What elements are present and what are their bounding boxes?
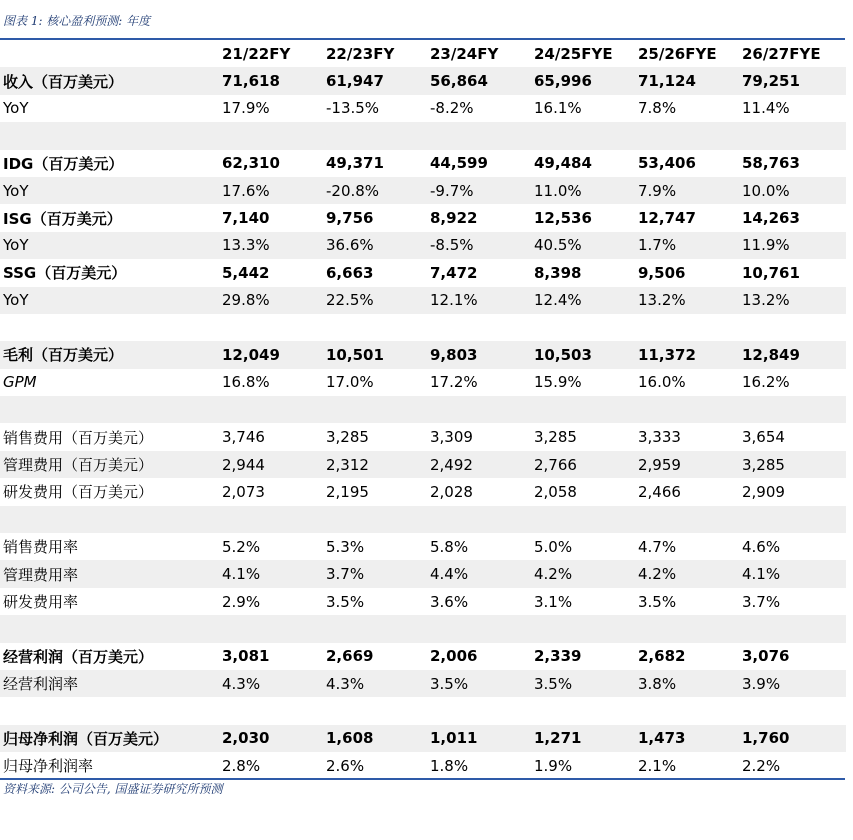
table-cell (742, 122, 846, 149)
table-cell: -13.5% (326, 99, 380, 118)
table-cell: 7,140 (222, 209, 270, 228)
table-cell: 61,947 (326, 67, 430, 94)
row-label: 归母净利润（百万美元） (0, 725, 222, 752)
table-cell (430, 122, 534, 149)
table-cell (534, 396, 638, 423)
table-row (0, 725, 846, 752)
row-label: 管理费用（百万美元） (0, 451, 222, 478)
table-cell (534, 697, 638, 724)
table-cell: 3,076 (742, 647, 790, 666)
table-cell: 2.6% (326, 756, 365, 775)
table-cell: 7,472 (430, 263, 478, 282)
table-cell: 12,049 (222, 341, 326, 368)
table-cell: 3,333 (638, 428, 681, 447)
table-cell: 3.5% (638, 592, 677, 611)
table-cell (430, 697, 534, 724)
table-cell: 3,081 (222, 647, 270, 666)
table-row (0, 423, 846, 450)
table-cell: 65,996 (534, 67, 638, 94)
table-cell: 2.2% (742, 756, 781, 775)
table-cell: 2,030 (222, 725, 326, 752)
table-cell: 3.5% (430, 670, 534, 697)
table-cell: 3,746 (222, 428, 265, 447)
table-cell (430, 506, 534, 533)
table-cell: 2,669 (326, 647, 374, 666)
table-cell (638, 122, 742, 149)
table-row (0, 615, 846, 642)
table-cell: 2,492 (430, 451, 534, 478)
table-cell: 79,251 (742, 67, 846, 94)
table-cell (638, 697, 742, 724)
row-label: 归母净利润率 (3, 757, 94, 776)
table-cell: 2,195 (326, 482, 369, 501)
table-cell: 12.1% (430, 287, 534, 314)
table-cell: 8,398 (534, 263, 582, 282)
table-cell: 53,406 (638, 154, 696, 173)
row-label: 销售费用（百万美元） (3, 428, 154, 447)
table-cell: 17.2% (430, 373, 478, 392)
table-cell (534, 314, 638, 341)
table-cell: 1.8% (430, 756, 469, 775)
table-cell: 2.8% (222, 756, 261, 775)
table-cell: 44,599 (430, 154, 488, 173)
table-cell: 5.3% (326, 537, 365, 556)
table-cell (222, 314, 326, 341)
table-cell: 11,372 (638, 341, 742, 368)
table-cell: 2.1% (638, 756, 677, 775)
table-cell (430, 615, 534, 642)
column-header: 24/25FYE (534, 44, 613, 63)
table-cell: 13.3% (222, 232, 326, 259)
table-cell: -8.5% (430, 232, 534, 259)
table-row (0, 95, 846, 122)
table-cell: 3,285 (534, 428, 577, 447)
table-cell (430, 314, 534, 341)
table-cell: 16.1% (534, 99, 582, 118)
figure-title: 图表 1: 核心盈利预测: 年度 (3, 14, 151, 28)
table-cell: 14,263 (742, 209, 800, 228)
table-cell: 4.1% (742, 560, 846, 587)
table-cell: 5.8% (430, 537, 469, 556)
table-cell: 1,011 (430, 725, 534, 752)
table-row (0, 67, 846, 94)
table-cell (534, 122, 638, 149)
table-cell: 16.0% (638, 373, 686, 392)
table-cell (638, 506, 742, 533)
table-row (0, 204, 846, 231)
table-cell (326, 615, 430, 642)
table-cell: 49,371 (326, 154, 384, 173)
row-label (0, 615, 222, 642)
table-row (0, 506, 846, 533)
table-cell: 1.9% (534, 756, 573, 775)
table-cell: 2,682 (638, 647, 686, 666)
column-header: 22/23FY (326, 44, 395, 63)
table-cell: 9,756 (326, 209, 374, 228)
table-cell: 22.5% (326, 287, 430, 314)
table-cell: 12.4% (534, 287, 638, 314)
table-cell: 1.7% (638, 232, 742, 259)
table-cell: 71,618 (222, 67, 326, 94)
table-cell: 1,271 (534, 725, 638, 752)
table-cell: 56,864 (430, 67, 534, 94)
table-cell: 1,760 (742, 725, 846, 752)
row-label: 收入（百万美元） (0, 67, 222, 94)
table-cell: 2,312 (326, 451, 430, 478)
table-row (0, 314, 846, 341)
table-cell: 5.0% (534, 537, 573, 556)
table-cell: 13.2% (638, 287, 742, 314)
table-cell: 3.7% (742, 592, 781, 611)
header-corner (0, 40, 222, 67)
row-label: SSG（百万美元） (3, 264, 127, 283)
column-header: 23/24FY (430, 44, 499, 63)
table-cell: 10,501 (326, 341, 430, 368)
table-cell: 1,473 (638, 725, 742, 752)
row-label (0, 506, 222, 533)
table-cell: -20.8% (326, 177, 430, 204)
table-row (0, 287, 846, 314)
table-cell: 1,608 (326, 725, 430, 752)
table-cell: 9,803 (430, 341, 534, 368)
table-cell: 10,761 (742, 263, 800, 282)
row-label: YoY (3, 99, 29, 118)
table-row (0, 643, 846, 670)
table-cell (742, 697, 846, 724)
table-cell: 2,006 (430, 647, 478, 666)
table-cell: 2,466 (638, 482, 681, 501)
table-row (0, 697, 846, 724)
table-cell: 15.9% (534, 373, 582, 392)
table-cell: 3.6% (430, 592, 469, 611)
row-label: YoY (0, 287, 222, 314)
row-label: GPM (3, 373, 37, 392)
source-note: 资料来源: 公司公告, 国盛证券研究所预测 (3, 782, 223, 796)
table-cell: -9.7% (430, 177, 534, 204)
table-row (0, 341, 846, 368)
table-cell: 10,503 (534, 341, 638, 368)
table-cell: 17.9% (222, 99, 270, 118)
table-row (0, 560, 846, 587)
table-cell: 17.6% (222, 177, 326, 204)
table-cell: 2,028 (430, 482, 473, 501)
table-cell: 3,654 (742, 428, 785, 447)
table-cell: 4.4% (430, 560, 534, 587)
row-label: 研发费用（百万美元） (3, 483, 154, 502)
table-cell (638, 615, 742, 642)
table-cell: 5.2% (222, 537, 261, 556)
table-cell: 58,763 (742, 154, 800, 173)
forecast-table (0, 40, 846, 780)
column-header: 25/26FYE (638, 44, 717, 63)
table-row (0, 478, 846, 505)
table-row (0, 150, 846, 177)
table-cell: 29.8% (222, 287, 326, 314)
table-cell: 4.1% (222, 560, 326, 587)
table-cell: 62,310 (222, 154, 280, 173)
table-cell: -8.2% (430, 99, 474, 118)
column-header: 21/22FY (222, 44, 291, 63)
table-cell: 7.9% (638, 177, 742, 204)
table-cell: 71,124 (638, 67, 742, 94)
table-cell: 3.1% (534, 592, 573, 611)
row-label: ISG（百万美元） (3, 209, 122, 228)
table-cell: 11.9% (742, 232, 846, 259)
table-cell: 16.8% (222, 373, 270, 392)
table-row (0, 177, 846, 204)
table-body (0, 40, 846, 780)
row-label: YoY (0, 232, 222, 259)
table-cell: 2,339 (534, 647, 582, 666)
table-cell: 3.7% (326, 560, 430, 587)
table-cell: 49,484 (534, 154, 592, 173)
table-cell (222, 697, 326, 724)
table-cell (222, 396, 326, 423)
row-label: 经营利润率 (0, 670, 222, 697)
table-row (0, 232, 846, 259)
table-row (0, 369, 846, 396)
table-cell: 3,285 (326, 428, 369, 447)
table-cell: 5,442 (222, 263, 270, 282)
table-cell: 3.8% (638, 670, 742, 697)
table-cell (534, 506, 638, 533)
table-cell: 2.9% (222, 592, 261, 611)
table-cell: 4.6% (742, 537, 781, 556)
table-cell: 6,663 (326, 263, 374, 282)
table-cell (638, 314, 742, 341)
row-label: IDG（百万美元） (3, 154, 124, 173)
table-cell: 12,747 (638, 209, 696, 228)
row-label: 管理费用率 (0, 560, 222, 587)
table-cell (222, 122, 326, 149)
table-row (0, 588, 846, 615)
table-cell (222, 615, 326, 642)
table-cell: 12,849 (742, 341, 846, 368)
table-cell: 2,073 (222, 482, 265, 501)
table-row (0, 451, 846, 478)
table-row (0, 752, 846, 779)
row-label (0, 697, 222, 724)
table-cell: 12,536 (534, 209, 592, 228)
row-label (0, 314, 222, 341)
table-cell (742, 396, 846, 423)
column-header: 26/27FYE (742, 44, 821, 63)
row-label (0, 122, 222, 149)
table-cell: 4.2% (638, 560, 742, 587)
table-row (0, 396, 846, 423)
row-label: 研发费用率 (3, 593, 79, 611)
table-cell: 10.0% (742, 177, 846, 204)
table-row (0, 122, 846, 149)
table-cell: 4.3% (222, 670, 326, 697)
table-cell (534, 615, 638, 642)
table-cell: 3,309 (430, 428, 473, 447)
table-cell: 13.2% (742, 287, 846, 314)
table-cell (430, 396, 534, 423)
table-cell: 4.3% (326, 670, 430, 697)
table-cell (638, 396, 742, 423)
table-cell: 11.4% (742, 99, 790, 118)
table-cell: 2,766 (534, 451, 638, 478)
table-cell: 9,506 (638, 263, 686, 282)
table-cell (326, 697, 430, 724)
table-cell (742, 506, 846, 533)
table-cell: 4.2% (534, 560, 638, 587)
table-cell: 3.9% (742, 670, 846, 697)
table-cell: 2,944 (222, 451, 326, 478)
row-label: 毛利（百万美元） (0, 341, 222, 368)
table-cell: 3,285 (742, 451, 846, 478)
table-cell: 7.8% (638, 99, 677, 118)
table-cell: 11.0% (534, 177, 638, 204)
table-cell: 2,909 (742, 482, 785, 501)
row-label: 销售费用率 (3, 538, 79, 557)
table-cell: 16.2% (742, 373, 790, 392)
table-cell (326, 314, 430, 341)
table-row (0, 259, 846, 286)
table-cell: 4.7% (638, 537, 677, 556)
table-cell: 3.5% (326, 592, 365, 611)
row-label (0, 396, 222, 423)
table-cell (326, 122, 430, 149)
table-cell: 17.0% (326, 373, 374, 392)
table-cell: 2,058 (534, 482, 577, 501)
table-cell: 8,922 (430, 209, 478, 228)
table-cell: 3.5% (534, 670, 638, 697)
table-cell (326, 396, 430, 423)
table-cell (326, 506, 430, 533)
row-label: 经营利润（百万美元） (3, 647, 154, 666)
table-row (0, 670, 846, 697)
table-cell (742, 314, 846, 341)
table-cell (742, 615, 846, 642)
table-cell: 2,959 (638, 451, 742, 478)
header-row (0, 40, 846, 67)
table-cell (222, 506, 326, 533)
table-cell: 40.5% (534, 232, 638, 259)
table-row (0, 533, 846, 560)
table-cell: 36.6% (326, 232, 430, 259)
row-label: YoY (0, 177, 222, 204)
